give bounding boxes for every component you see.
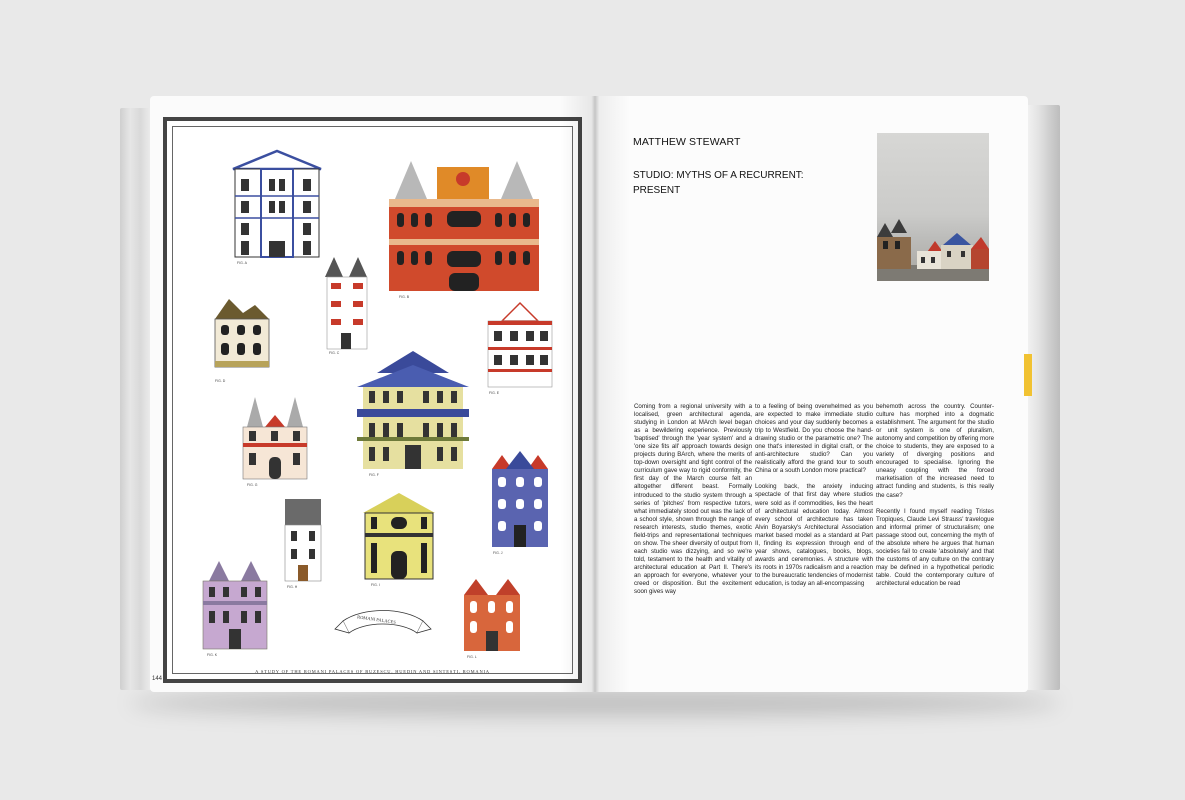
palace-fig-i: [363, 493, 435, 579]
palace-fig-h: [285, 499, 321, 581]
left-page-edges: [120, 108, 154, 690]
model-photo: [877, 133, 989, 281]
palace-fig-e: [488, 303, 552, 387]
figure-label: FIG. E: [489, 391, 500, 395]
figure-label: FIG. H: [287, 585, 298, 589]
palace-fig-a: [233, 151, 321, 257]
figure-label: FIG. K: [207, 653, 218, 657]
figure-label: FIG. G: [247, 483, 258, 487]
section-tab: [1024, 354, 1032, 396]
model-photo-image: [877, 133, 989, 281]
figure-label: FIG. J: [493, 551, 503, 555]
body-paragraph: Coming from a regional university with a localised, green architectural agenda, studying in London at MArch level began as a bewildering experience. Previously 'baptised' through the 'year system' and a 'one size fits all' approach towards design projects during BArch, where the merits of top-down oversight and tight control of the curriculum gave way to rigid conformity, the first day of the March course felt an altogether different beast. Formally introduced to the studio system through a series of 'pitches' from respective tutors, what immediately stood out was the lack of a school style, shown through the range of research interests, studio themes, exotic field-trips and representational techniques on show. The sheer diversity of output from each studio was dizzying, and so we're told, testament to the health and vitality of architectural education at Part II. There's an approach for everyone, whatever your creed or disposition. But the excitement soon gives way: [634, 403, 752, 596]
palace-fig-l: [464, 579, 520, 651]
body-paragraph: to a feeling of being overwhelmed as you are expected to make immediate studio choices and your day suddenly becomes a trip to Westfield. Do you choose the hand-drawing studio or the parametric one? The one that's interested in digital craft, or the anti-architecture studio? Can you realistically afford the grand tour to south China or a south London more practical?: [755, 403, 873, 475]
body-paragraph: Looking back, the anxiety inducing spectacle of that first day where studios were sold as if commodities, lies the heart of architectural education today. Almost every school of architecture has taken Alvin Boyarsky's Architectural Association market based model as a standard at Part II, finding its expression through end of year shows, catalogues, books, blogs, awards and ceremonies. A structure with its roots in 1970s radicalism and a reaction to the bureaucratic tendencies of modernist education, is today an all-encompassing: [755, 483, 873, 587]
body-column-2: [755, 403, 873, 596]
article-title-line: STUDIO: MYTHS OF A RECURRENT:: [633, 170, 804, 181]
plate-caption: A STUDY OF THE ROMANI PALACES OF BUZESCU, HUEDIN AND SINTESTI, ROMANIA: [255, 669, 490, 674]
figure-label: FIG. L: [467, 655, 477, 659]
body-paragraph: behemoth across the country. Counter-culture has morphed into a dogmatic establishment. The argument for the studio or unit system is one of pluralism, autonomy and competition by offering more choice to students, they are exposed to a variety of diverging positions and encouraged to specialise. Ignoring the uneasy coupling with the forced marketisation of the increased need to attract funding and students, is this really the case?: [876, 403, 994, 499]
palace-fig-g: [243, 397, 307, 479]
figure-label: FIG. I: [371, 583, 380, 587]
author-name: MATTHEW STEWART: [633, 136, 741, 148]
body-paragraph: Recently I found myself reading Tristes Tropiques, Claude Levi Strauss' travelogue and informal primer of structuralism; one passage stood out, concerning the myth of the absolute where he argues that human societies fail to create 'absolutely' and that the customs of any culture on the contrary may be defined in a hypothetical periodic table. Could the contemporary culture of architectural education be read: [876, 507, 994, 587]
figure-label: FIG. A: [237, 261, 247, 265]
article-title: [633, 168, 833, 198]
palace-fig-b: [389, 161, 539, 291]
body-column-1: [634, 403, 752, 604]
right-page-edges: [1024, 105, 1060, 690]
palace-fig-k: [203, 561, 267, 649]
article-title-line: PRESENT: [633, 185, 681, 196]
body-column-3: [876, 403, 994, 596]
banner-label: ROMANI PALACES: [356, 614, 397, 625]
figure-label: FIG. D: [215, 379, 226, 383]
plate-frame: [163, 117, 582, 683]
book-shadow: [130, 690, 1060, 716]
palace-fig-j: [492, 451, 548, 547]
figure-label: FIG. C: [329, 351, 340, 355]
figure-label: FIG. B: [399, 295, 410, 299]
page-number: 144: [152, 676, 163, 682]
palace-fig-d: [215, 299, 269, 367]
palace-fig-c: [325, 257, 367, 349]
palace-fig-f: [357, 351, 469, 469]
palace-illustrations: [167, 121, 578, 679]
figure-label: FIG. F: [369, 473, 379, 477]
